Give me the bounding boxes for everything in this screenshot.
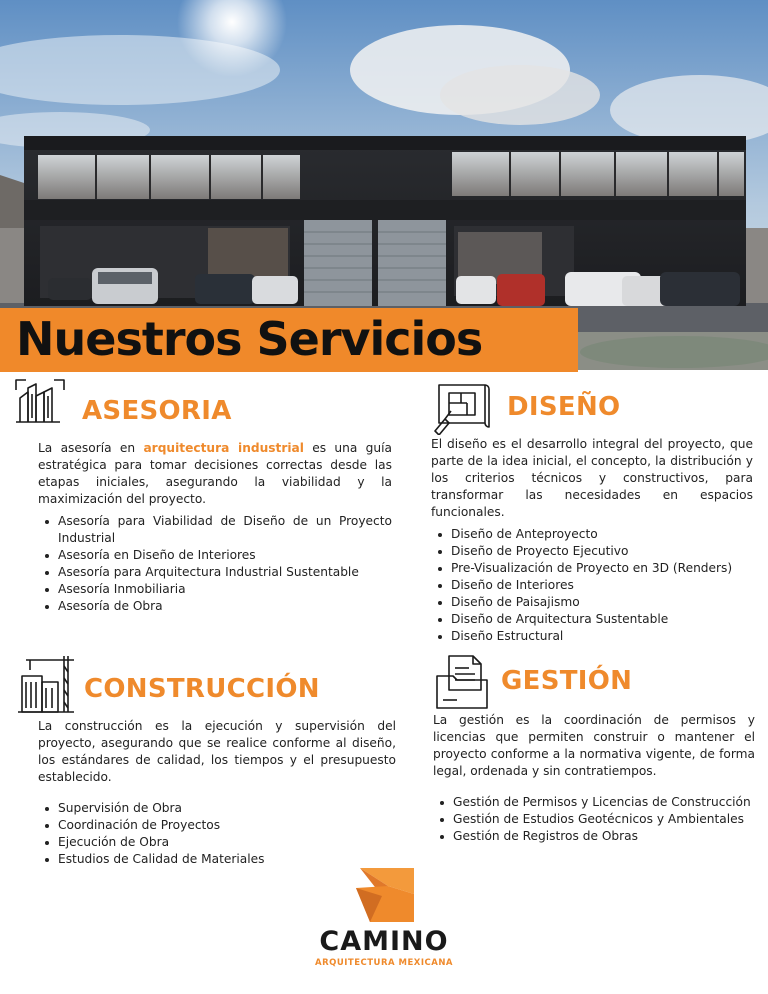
construccion-intro: La construcción es la ejecución y supervisión del proyecto, asegurando que se realice conforme al diseño, los estándares de calidad, los tiempos y el presupuesto establecido. — [38, 719, 396, 784]
list-item: Diseño de Interiores — [431, 577, 753, 594]
list-item: Coordinación de Proyectos — [38, 817, 396, 834]
asesoria-intro-end: es una guía estratégica para tomar decisiones correctas desde las etapas iniciales, asegurando la viabilidad y la maximización del proyecto. — [38, 441, 392, 506]
title-banner — [0, 308, 578, 372]
section-title-asesoria: ASESORIA — [82, 396, 232, 426]
section-gestion — [433, 654, 755, 845]
list-item: Diseño de Paisajismo — [431, 594, 753, 611]
list-item: Diseño de Proyecto Ejecutivo — [431, 543, 753, 560]
section-construccion — [18, 652, 396, 868]
list-item: Diseño Estructural — [431, 628, 753, 645]
asesoria-list — [38, 513, 392, 615]
section-asesoria — [14, 378, 392, 615]
list-item: Asesoría de Obra — [38, 598, 392, 615]
brand-logo — [0, 862, 768, 982]
section-title-construccion: CONSTRUCCIÓN — [84, 674, 320, 704]
list-item: Gestión de Permisos y Licencias de Construcción — [433, 794, 755, 811]
asesoria-intro-highlight: arquitectura industrial — [143, 441, 304, 455]
gestion-intro: La gestión es la coordinación de permisos y licencias que permiten construir o mantener el proyecto conforme a la normativa vigente, de forma legal, ordenada y sin contratiempos. — [433, 713, 755, 778]
diseno-list — [431, 526, 753, 645]
blueprint-pencil-icon — [431, 381, 493, 435]
list-item: Diseño de Arquitectura Sustentable — [431, 611, 753, 628]
list-item: Gestión de Estudios Geotécnicos y Ambientales — [433, 811, 755, 828]
diseno-intro: El diseño es el desarrollo integral del proyecto, que parte de la idea inicial, el concepto, la distribución y los criterios técnicos y constructivos, para transformar las necesidades en espacios funcionales. — [431, 437, 753, 519]
crane-building-icon — [18, 652, 76, 714]
construccion-list — [38, 800, 396, 868]
section-title-gestion: GESTIÓN — [501, 666, 633, 696]
list-item: Estudios de Calidad de Materiales — [38, 851, 396, 868]
section-diseno — [431, 381, 753, 645]
asesoria-intro-start: La asesoría en — [38, 441, 144, 455]
list-item: Asesoría Inmobiliaria — [38, 581, 392, 598]
list-item: Asesoría para Arquitectura Industrial Sustentable — [38, 564, 392, 581]
list-item: Pre-Visualización de Proyecto en 3D (Renders) — [431, 560, 753, 577]
logo-tagline: ARQUITECTURA MEXICANA — [314, 958, 454, 968]
camino-logo-icon — [352, 866, 418, 924]
industrial-building-icon — [14, 378, 66, 428]
asesoria-intro — [38, 440, 392, 508]
list-item: Diseño de Anteproyecto — [431, 526, 753, 543]
list-item: Asesoría en Diseño de Interiores — [38, 547, 392, 564]
logo-wordmark: CAMINO — [319, 926, 449, 957]
list-item: Ejecución de Obra — [38, 834, 396, 851]
page-title: Nuestros Servicios — [16, 312, 483, 366]
section-title-diseno: DISEÑO — [507, 392, 621, 422]
document-folder-icon — [433, 654, 491, 710]
gestion-list — [433, 794, 755, 845]
list-item: Gestión de Registros de Obras — [433, 828, 755, 845]
list-item: Asesoría para Viabilidad de Diseño de un Proyecto Industrial — [38, 513, 392, 547]
list-item: Supervisión de Obra — [38, 800, 396, 817]
